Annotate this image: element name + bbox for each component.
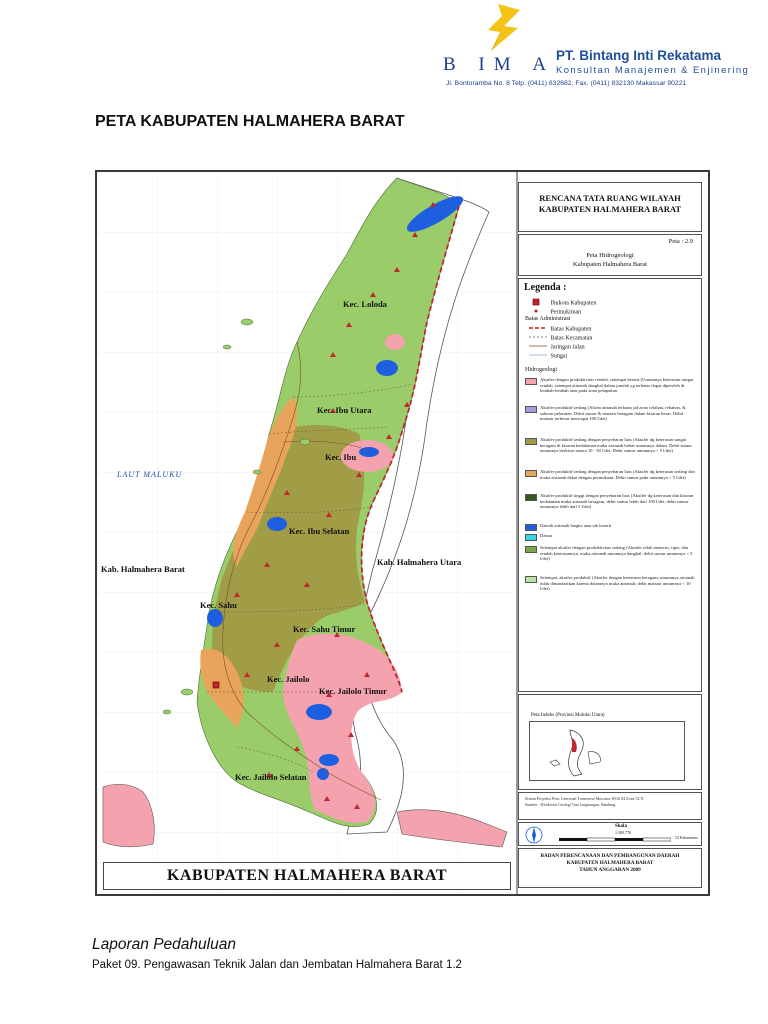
legend-symbol-row: Permukiman bbox=[529, 307, 581, 317]
agency-line: KABUPATEN HALMAHERA BARAT bbox=[566, 860, 654, 866]
district-label: Kec. Loloda bbox=[343, 299, 387, 309]
compass-icon bbox=[523, 825, 545, 845]
map-frame bbox=[95, 170, 710, 896]
company-logo bbox=[440, 2, 556, 78]
index-map bbox=[529, 721, 685, 781]
zone-blue-7 bbox=[319, 754, 339, 766]
scale-label: Skala bbox=[615, 824, 627, 829]
map-name bbox=[519, 251, 701, 269]
legend-swatch bbox=[525, 524, 537, 531]
map-bottom-banner-text: KABUPATEN HALMAHERA BARAT bbox=[166, 867, 448, 884]
legend-swatch bbox=[525, 378, 537, 385]
legend-symbol-row: Sungai bbox=[529, 352, 567, 360]
agency-box bbox=[518, 848, 702, 888]
legend-swatch bbox=[525, 534, 537, 541]
agency-line: TAHUN ANGGARAN 2009 bbox=[579, 867, 641, 873]
legend-swatch bbox=[525, 546, 537, 553]
source-line: Sistem Proyeksi Peta: Universal Transverse Mercator WGS 84 Zone 52 N bbox=[525, 796, 644, 801]
legend-text: Akuifer produktif sedang (Aliran airtanah terbatas pd zona celahan, rekahan, & saluran pelarutan. Debit sumur & mataair beragam dalam kisaran besar. Debit mataair terbesar mencapai 100 l/det) bbox=[540, 405, 686, 422]
legend-title: Legenda : bbox=[524, 282, 567, 293]
agency-line: BADAN PERENCANAAN DAN PEMBANGUNAN DAERAH bbox=[540, 853, 680, 859]
road-icon bbox=[529, 343, 547, 349]
scale-ratio: 1:300.776 bbox=[615, 830, 632, 835]
zone-blue-5 bbox=[207, 609, 223, 627]
footer-subtitle: Paket 09. Pengawasan Teknik Jalan dan Jembatan Halmahera Barat 1.2 bbox=[92, 959, 462, 971]
sea-label: LAUT MALUKU bbox=[117, 470, 183, 479]
legend-text: Setempat, akuifer produktif (Akuifer dengan keterusan beragam; umumnya airtanah tidak dimanfaatkan karena dalamnya muka airtanah; debit mataair umumnya < 10 l/det) bbox=[540, 575, 695, 592]
zone-blue-4 bbox=[267, 517, 287, 531]
zone-blue-6 bbox=[306, 704, 332, 720]
legend-text: Akuifer produktif sedang dengan penyebaran luas (Akuifer dg keterusan sangat beragam di kisaran kedalaman muka airtanah bebas umumnya dalam. Debit sumur umumnya berkisar antara 10 - 50 l/det. Debit sumur umumnya < 5 l/det) bbox=[540, 437, 692, 454]
legend-text: Akuifer produktif sedang dengan penyebaran luas (Akuifer dg keterusan sedang dan muka airtanah dekat dengan permukaan. Debit sumur pada umumnya < 5 l/det) bbox=[540, 469, 695, 480]
zone-blue-8 bbox=[317, 768, 329, 780]
plan-title-line: KABUPATEN HALMAHERA BARAT bbox=[538, 204, 682, 214]
plan-title-line: RENCANA TATA RUANG WILAYAH bbox=[539, 193, 681, 203]
district-label: Kec. Ibu Utara bbox=[317, 405, 372, 415]
legend-panel bbox=[518, 182, 702, 888]
map-name-line: Peta Hidrogeologi bbox=[586, 252, 634, 259]
district-label: Kec. Jailolo Selatan bbox=[235, 772, 307, 782]
map-bottom-banner bbox=[103, 862, 511, 890]
zone-blue-2 bbox=[376, 360, 398, 376]
logo-text: B IM A bbox=[443, 54, 556, 75]
company-address: Jl. Bontoramba No. 8 Telp. (0411) 832682, Fax. (0411) 832130 Makassar 90221 bbox=[446, 80, 687, 87]
legend-text: Daerah airtanah langka atau tak berarti bbox=[540, 523, 612, 528]
legend-box bbox=[518, 278, 702, 692]
company-name: PT. Bintang Inti Rekatama bbox=[556, 48, 722, 63]
legend-swatch bbox=[525, 470, 537, 477]
district-label: Kec. Ibu bbox=[325, 452, 357, 462]
legend-swatch bbox=[525, 494, 537, 501]
scale-bar bbox=[559, 837, 671, 843]
legend-symbol-row: Jaringan Jalan bbox=[529, 343, 585, 351]
hidrogeologi-heading: Hidrogeologi bbox=[525, 367, 557, 373]
legend-symbol-row: Batas Administrasi bbox=[525, 316, 571, 322]
ibukota-marker bbox=[213, 682, 219, 688]
district-label: Kec. Ibu Selatan bbox=[289, 526, 350, 536]
legend-symbol-row: Batas Kabupaten bbox=[529, 325, 591, 333]
legend-swatch bbox=[525, 576, 537, 583]
settlement-icon bbox=[529, 307, 543, 315]
legend-swatch bbox=[525, 406, 537, 413]
footer-title: Laporan Pedahuluan bbox=[92, 936, 236, 953]
district-label: Kec. Sahu Timur bbox=[293, 624, 356, 634]
kecamatan-boundary-icon bbox=[529, 334, 547, 340]
map-name-line: Kabupaten Halmahera Barat bbox=[573, 261, 647, 268]
page-title: PETA KABUPATEN HALMAHERA BARAT bbox=[95, 113, 405, 130]
legend-text: Danau bbox=[540, 533, 552, 538]
legend-text: Akuifer dengan produktivitas rendah, setempat berarti (Umumnya keterusan sangat rendah, setempat airtanah dangkal dalam jumlah yg terbatas dapat diperoleh di lembah-lembah atau pada zona pelapukan bbox=[540, 377, 694, 394]
index-map-box bbox=[518, 694, 702, 790]
source-box bbox=[518, 792, 702, 820]
zone-pink-loloda bbox=[385, 334, 405, 350]
map-number: Peta : 2.9 bbox=[668, 238, 693, 245]
index-map-label: Peta Indeks (Provinsi Maluku Utara) bbox=[531, 713, 605, 718]
river-icon bbox=[529, 352, 547, 358]
source-line: Sumber : Direktorat Geologi Tata Lingkungan, Bandung bbox=[525, 802, 616, 807]
map-id-box bbox=[518, 234, 702, 276]
legend-swatch bbox=[525, 438, 537, 445]
region-label-east: Kab. Halmahera Utara bbox=[377, 557, 462, 567]
district-label: Kec. Sahu bbox=[200, 600, 237, 610]
legend-symbol-row: Ibukota Kabupaten bbox=[529, 298, 596, 308]
district-label: Kec. Jailolo Timur bbox=[319, 686, 387, 696]
district-label: Kec. Jailolo bbox=[267, 674, 310, 684]
plan-title-box bbox=[518, 182, 702, 232]
scale-km: 12 Kilometers bbox=[675, 835, 698, 840]
scale-box bbox=[518, 822, 702, 846]
ibukota-icon bbox=[529, 298, 543, 306]
legend-text: Setempat akuifer dengan produktivitas sedang (Akuifer tidak menerus, tipis, dan rendah keterusannya, muka airtanah umumnya dangkal, debit sumur umumnya < 5 l/det) bbox=[540, 545, 693, 562]
region-label-west: Kab. Halmahera Barat bbox=[101, 564, 185, 574]
legend-symbol-row: Batas Kecamatan bbox=[529, 334, 592, 342]
legend-text: Akuifer produktif tinggi dengan penyebaran luas (Akuifer dg keterusan dan kisaran kedalaman muka airtanah beragam, debit sumur lebih dari 100 l/det, debit sumur umumnya lebih dari 5 l/det) bbox=[540, 493, 694, 510]
kabupaten-boundary-icon bbox=[529, 325, 547, 331]
index-map-drawing bbox=[530, 722, 684, 780]
company-subtitle: Konsultan Manajemen & Enjinering bbox=[556, 65, 750, 76]
